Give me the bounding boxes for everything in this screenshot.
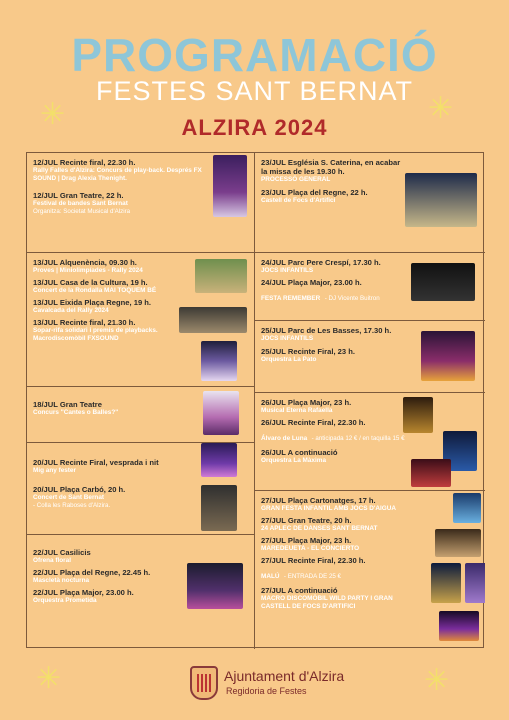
- event-poster-image: [201, 485, 237, 531]
- event-title: Proves | Miniolimpíades - Rally 2024: [33, 267, 143, 274]
- event-poster-image: [201, 341, 237, 381]
- event-title: 24 APLEC DE DANSES SANT BERNAT: [261, 525, 378, 532]
- event-heading: 18/JUL Gran Teatre: [33, 400, 102, 409]
- event-heading: 13/JUL Eixida Plaça Regne, 19 h.: [33, 298, 152, 307]
- event-title: Rally Falles d'Alzira: Concurs de play-back. Després FX SOUND | Drag Alexia Thenight.: [33, 167, 202, 182]
- footer-dept: Regidoria de Festes: [226, 686, 307, 696]
- event-note: - Colla les Raboses d'Alzira.: [33, 502, 111, 509]
- event-photo: [411, 459, 451, 487]
- program-cell: [255, 153, 485, 253]
- event-note: - DJ Vicente Buitron: [324, 295, 380, 302]
- event-heading: 12/JUL Recinte firal, 22.30 h.: [33, 158, 136, 167]
- program-cell: [27, 153, 255, 253]
- event-title: JOCS INFANTILS: [261, 267, 314, 274]
- event-title: Mig any fester: [33, 467, 76, 474]
- program-cell: [27, 443, 255, 535]
- event-title: Ofrena floral: [33, 557, 71, 564]
- event-poster-image: [187, 563, 243, 609]
- event-title: MAREDEUETA - EL CONCIERTO: [261, 545, 360, 552]
- event-heading: 25/JUL Recinte Firal, 23 h.: [261, 347, 355, 356]
- event-title: Orquestra La Màxima: [261, 457, 326, 464]
- event-note: - ENTRADA DE 25 €: [283, 573, 342, 580]
- event-photo: [435, 529, 481, 557]
- event-poster-image: [213, 155, 247, 217]
- event-heading: 13/JUL Alquenència, 09.30 h.: [33, 258, 137, 267]
- event-heading: 26/JUL Plaça Major, 23 h.: [261, 398, 352, 407]
- event-note: - anticipada 12 € / en taquilla 15 €: [311, 435, 405, 442]
- event-poster-image: [465, 563, 485, 603]
- page-subtitle: FESTES SANT BERNAT: [95, 76, 414, 106]
- program-cell: [27, 387, 255, 443]
- page-title: PROGRAMACIÓ: [71, 29, 438, 81]
- event-heading: 23/JUL Plaça del Regne, 22 h.: [261, 188, 368, 197]
- event-title: Festival de bandes Sant Bernat: [33, 200, 128, 207]
- event-title: Sopar-rifa solidari i premis de playbacks. Macrodiscomòbil FXSOUND: [33, 327, 158, 342]
- sparkle-icon: ✳: [36, 662, 62, 695]
- event-poster-image: [403, 397, 433, 433]
- event-poster-image: [431, 563, 461, 603]
- event-heading: 24/JUL Parc Pere Crespí, 17.30 h.: [261, 258, 381, 267]
- event-heading: 26/JUL Recinte Firal, 22.30 h.: [261, 418, 366, 427]
- program-cell: [255, 491, 485, 649]
- event-heading: 13/JUL Recinte firal, 21.30 h.: [33, 318, 136, 327]
- sparkle-icon: ✳: [40, 98, 66, 131]
- event-heading: 26/JUL A continuació: [261, 448, 338, 457]
- event-title: Concert de la Rondalla MAI TOQUEM BÉ: [33, 287, 157, 294]
- event-title: Concurs "Cantes o Balles?": [33, 409, 119, 416]
- event-heading: 27/JUL A continuació: [261, 586, 338, 595]
- event-photo: [405, 173, 477, 227]
- event-heading: 24/JUL Plaça Major, 23.00 h.: [261, 278, 362, 287]
- event-photo: [179, 307, 247, 333]
- event-heading: 22/JUL Plaça del Regne, 22.45 h.: [33, 568, 151, 577]
- program-cell: [255, 321, 485, 393]
- event-title: Concert de Sant Bernat: [33, 494, 105, 501]
- year-line: ALZIRA 2024: [181, 115, 328, 140]
- event-note: Organitza: Societat Musical d'Alzira: [33, 208, 131, 215]
- event-heading: 25/JUL Parc de Les Basses, 17.30 h.: [261, 326, 392, 335]
- event-photo: [439, 611, 479, 641]
- event-heading: 27/JUL Plaça Major, 23 h.: [261, 536, 352, 545]
- event-heading: 13/JUL Casa de la Cultura, 19 h.: [33, 278, 148, 287]
- event-title: Orquestra La Pato: [261, 356, 317, 363]
- program-cell: [255, 393, 485, 491]
- event-heading: 22/JUL Plaça Major, 23.00 h.: [33, 588, 134, 597]
- sparkle-icon: ✳: [424, 664, 450, 697]
- event-title: Mascletà nocturna: [33, 577, 90, 584]
- sparkle-icon: ✳: [428, 92, 454, 125]
- program-cell: [255, 253, 485, 321]
- event-heading: 22/JUL Casilicis: [33, 548, 91, 557]
- event-poster-image: [201, 443, 237, 477]
- event-title: MALÚ: [261, 573, 280, 580]
- city-coat-of-arms-icon: [190, 666, 218, 700]
- program-cell: [27, 253, 255, 387]
- event-title: Cavalcada del Rally 2024: [33, 307, 109, 314]
- event-title: Musical Eterna Rafaella: [261, 407, 333, 414]
- event-poster-image: [411, 263, 475, 301]
- event-poster-image: [453, 493, 481, 523]
- event-title: GRAN FESTA INFANTIL AMB JOCS D'AIGUA: [261, 505, 397, 512]
- event-heading: 12/JUL Gran Teatre, 22 h.: [33, 191, 124, 200]
- event-title: Castell de Focs d'Artifici: [261, 197, 336, 204]
- event-title: Orquestra Prometida: [33, 597, 97, 604]
- event-heading: 20/JUL Recinte Firal, vesprada i nit: [33, 458, 159, 467]
- event-photo: [421, 331, 475, 381]
- event-title: PROCESSÓ GENERAL: [261, 176, 331, 183]
- event-photo: [195, 259, 247, 293]
- event-title: FESTA REMEMBER: [261, 295, 321, 302]
- program-cell: [27, 535, 255, 649]
- event-title: Álvaro de Luna: [261, 435, 308, 442]
- footer-org: Ajuntament d'Alzira: [224, 668, 345, 684]
- event-title: JOCS INFANTILS: [261, 335, 314, 342]
- event-poster-image: [203, 391, 239, 435]
- program-grid: [26, 152, 484, 648]
- event-heading: 20/JUL Plaça Carbó, 20 h.: [33, 485, 126, 494]
- event-heading: 23/JUL Església S. Caterina, en acabar la missa de les 19.30 h.: [261, 158, 401, 176]
- event-title: MACRO DISCOMÒBIL WILD PARTY I GRAN CASTELL DE FOCS D'ARTIFICI: [261, 595, 393, 610]
- event-heading: 27/JUL Recinte Firal, 22.30 h.: [261, 556, 366, 565]
- event-heading: 27/JUL Gran Teatre, 20 h.: [261, 516, 352, 525]
- event-heading: 27/JUL Plaça Cartonatges, 17 h.: [261, 496, 376, 505]
